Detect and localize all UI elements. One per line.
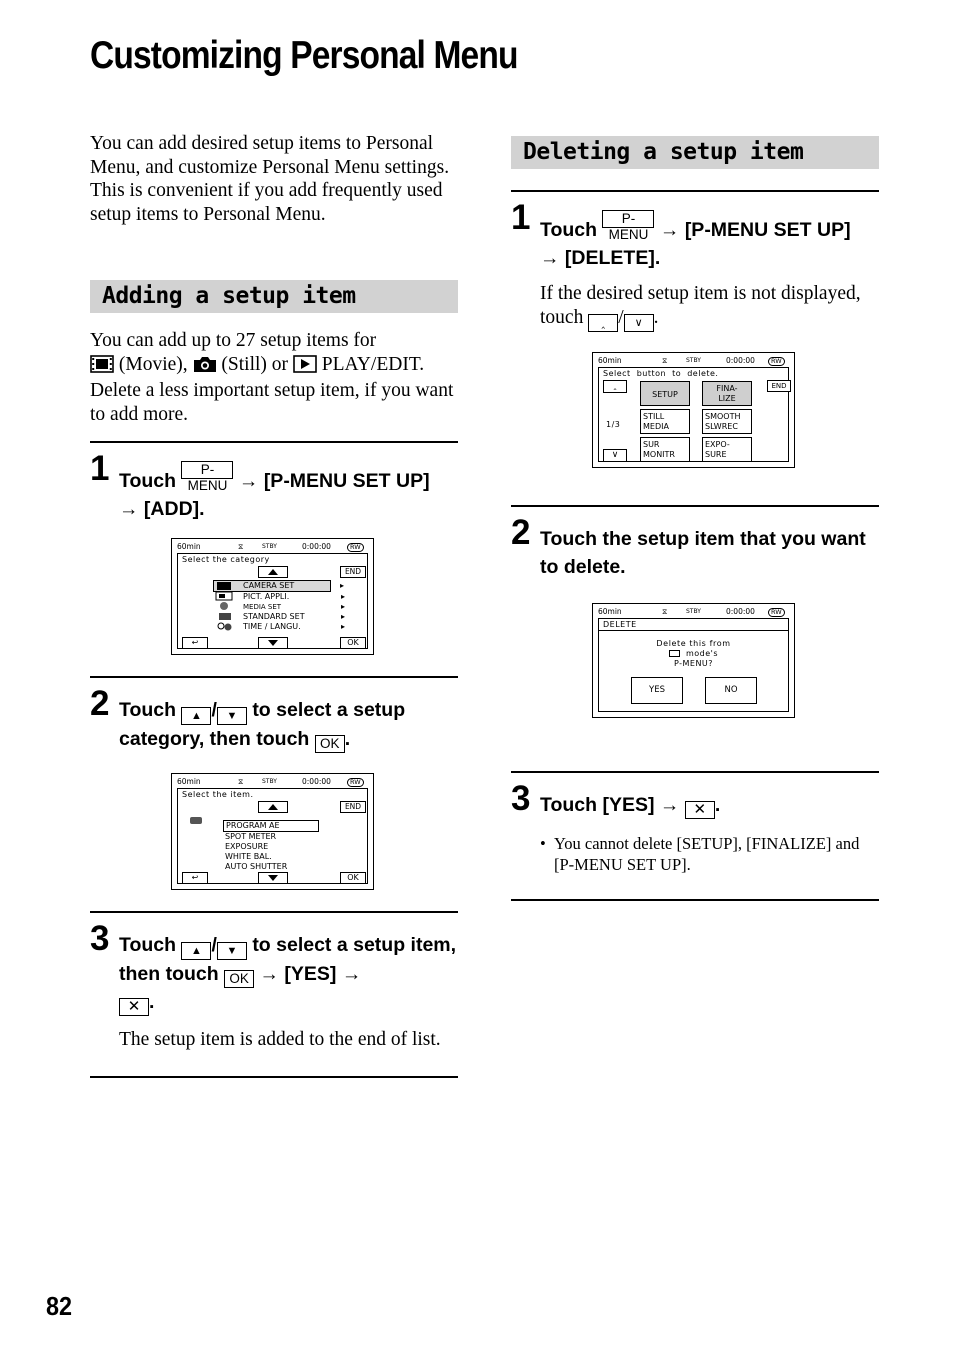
step-instruction: Touch P-MENU → [P-MENU SET UP] → [ADD]. — [119, 462, 430, 520]
play-icon — [293, 355, 317, 380]
step-number: 3 — [90, 919, 109, 958]
list-item[interactable]: WHITE BAL. — [225, 852, 272, 861]
intro-paragraph: You can add desired setup items to Personal Menu, and customize Personal Menu settings. This is convenient if you add frequently used setup items to Personal Menu. — [90, 133, 450, 225]
ok-button[interactable]: OK — [340, 872, 366, 884]
page-title: Customizing Personal Menu — [90, 34, 518, 77]
scroll-down-button[interactable] — [258, 872, 288, 884]
movie-icon — [669, 650, 680, 657]
page-down-button[interactable]: ∨ — [603, 449, 627, 462]
end-button[interactable]: END — [767, 380, 791, 392]
status-bar: 60min ⧖ STBY 0:00:00 RW — [177, 777, 369, 787]
p-menu-button: P-MENU — [181, 461, 233, 479]
list-item[interactable]: EXPOSURE — [225, 842, 269, 851]
setup-item-button[interactable]: SETUP — [640, 381, 690, 406]
step-number: 1 — [90, 449, 109, 488]
step-number: 1 — [511, 198, 530, 237]
status-bar: 60min ⧖ STBY 0:00:00 RW — [177, 542, 369, 552]
ok-button[interactable]: OK — [340, 637, 366, 649]
down-arrow-icon: ▼ — [217, 942, 247, 960]
step-instruction: Touch ▲ / ▼ to select a setup item, then touch OK → [YES] → ✕ . — [119, 934, 457, 1015]
rw-disc-icon: RW — [768, 357, 785, 366]
hourglass-icon: ⧖ — [238, 542, 244, 551]
step-instruction: Touch the setup item that you want to delete. — [540, 528, 866, 578]
p-menu-button: P-MENU — [602, 210, 654, 228]
divider — [511, 899, 879, 901]
list-item[interactable]: MEDIA SET ▸ — [213, 602, 331, 612]
return-button[interactable]: ↩ — [182, 872, 208, 884]
step-instruction: Touch ▲ / ▼ to select a setup category, then touch OK . — [119, 699, 406, 751]
yes-button[interactable]: YES — [631, 677, 683, 704]
down-arrow-icon: ▼ — [217, 707, 247, 725]
rw-disc-icon: RW — [347, 543, 364, 552]
list-item[interactable]: CAMERA SET ▸ — [213, 580, 331, 592]
list-item[interactable]: AUTO SHUTTER — [225, 862, 288, 871]
step-note: The setup item is added to the end of list. — [119, 1029, 441, 1050]
page-indicator: 1/3 — [606, 420, 621, 429]
setup-item-button[interactable]: FINA-LIZE — [702, 381, 752, 406]
divider — [511, 505, 879, 507]
list-item[interactable]: PROGRAM AE — [223, 820, 319, 832]
scroll-down-button[interactable] — [258, 637, 288, 649]
section-heading-adding: Adding a setup item — [90, 280, 458, 313]
scroll-up-button[interactable] — [258, 801, 288, 813]
category-icons — [215, 581, 235, 637]
close-icon: ✕ — [685, 801, 715, 819]
lcd-screen-category — [171, 538, 374, 655]
movie-icon — [90, 355, 114, 380]
step-note: If the desired setup item is not displayed, touch ‸ / ∨ . — [540, 282, 880, 332]
rw-disc-icon: RW — [347, 778, 364, 787]
lcd-panel: Select button to delete. ‸ END 1/3 ∨ SETUP FINA-LIZE STILL MEDIA SMOOTH SLWREC SUR MONITR EXPO-SURE — [598, 367, 789, 462]
end-button[interactable]: END — [340, 566, 366, 578]
list-item[interactable]: STANDARD SET ▸ — [213, 612, 331, 622]
divider — [511, 771, 879, 773]
status-bar: 60min ⧖ STBY 0:00:00 RW — [598, 607, 790, 617]
step-instruction: Touch P-MENU → [P-MENU SET UP] → [DELETE]. — [540, 211, 851, 269]
setup-item-button[interactable]: STILL MEDIA — [640, 409, 690, 434]
hourglass-icon: ⧖ — [238, 777, 244, 786]
end-button[interactable]: END — [340, 801, 366, 813]
step-number: 2 — [90, 684, 109, 723]
step-number: 2 — [511, 513, 530, 552]
lcd-panel: Select the category END CAMERA SET ▸ PICT. APPLI. ▸ MEDIA SET ▸ STANDARD SET ▸ TIME / LANGU. ▸ ↩ OK — [177, 553, 368, 649]
camera-set-icon — [190, 817, 202, 824]
no-button[interactable]: NO — [705, 677, 757, 704]
note-bullet: • You cannot delete [SETUP], [FINALIZE] and [P-MENU SET UP]. — [540, 834, 860, 874]
up-arrow-icon: ▲ — [181, 707, 211, 725]
up-arrow-icon: ▲ — [181, 942, 211, 960]
hourglass-icon: ⧖ — [662, 356, 668, 365]
setup-item-button[interactable]: EXPO-SURE — [702, 437, 752, 462]
setup-item-button[interactable]: SUR MONITR — [640, 437, 690, 462]
camera-icon — [193, 355, 217, 380]
divider — [90, 676, 458, 678]
page-up-button[interactable]: ‸ — [603, 380, 627, 393]
section-heading-deleting: Deleting a setup item — [511, 136, 879, 169]
list-item[interactable]: TIME / LANGU. ▸ — [213, 622, 331, 632]
step-number: 3 — [511, 779, 530, 818]
status-bar: 60min ⧖ STBY 0:00:00 RW — [598, 356, 790, 366]
scroll-up-button[interactable] — [258, 566, 288, 578]
divider — [90, 1076, 458, 1078]
divider — [90, 441, 458, 443]
rw-disc-icon: RW — [768, 608, 785, 617]
dialog-separator — [599, 630, 788, 631]
lcd-screen-confirm — [592, 603, 795, 718]
step-instruction: Touch [YES] → ✕ . — [540, 794, 721, 818]
ok-button-icon: OK — [315, 735, 345, 753]
lcd-panel: DELETE Delete this from mode's P-MENU? YES NO — [598, 618, 789, 712]
lcd-panel: Select the item. END PROGRAM AE SPOT METER EXPOSURE WHITE BAL. AUTO SHUTTER ↩ OK — [177, 788, 368, 884]
ok-button-icon: OK — [224, 970, 254, 988]
hourglass-icon: ⧖ — [662, 607, 668, 616]
lcd-screen-item — [171, 773, 374, 890]
return-button[interactable]: ↩ — [182, 637, 208, 649]
divider — [511, 190, 879, 192]
page-number: 82 — [46, 1291, 73, 1321]
double-chevron-down-icon: ∨ — [624, 314, 654, 332]
setup-item-button[interactable]: SMOOTH SLWREC — [702, 409, 752, 434]
confirm-msg-line-2: mode's — [599, 649, 788, 658]
divider — [90, 911, 458, 913]
list-item[interactable]: PICT. APPLI. ▸ — [213, 592, 331, 602]
close-icon: ✕ — [119, 998, 149, 1016]
lcd-screen-delete-select — [592, 352, 795, 468]
bullet-icon: • — [540, 834, 546, 853]
adding-paragraph: You can add up to 27 setup items for (Movie), (Still) or PLAY/EDIT. Delete a less important setup item, if you want to add more. — [90, 330, 454, 425]
item-list — [223, 820, 319, 872]
list-item[interactable]: SPOT METER — [225, 832, 277, 841]
double-chevron-up-icon: ‸ — [588, 314, 618, 332]
